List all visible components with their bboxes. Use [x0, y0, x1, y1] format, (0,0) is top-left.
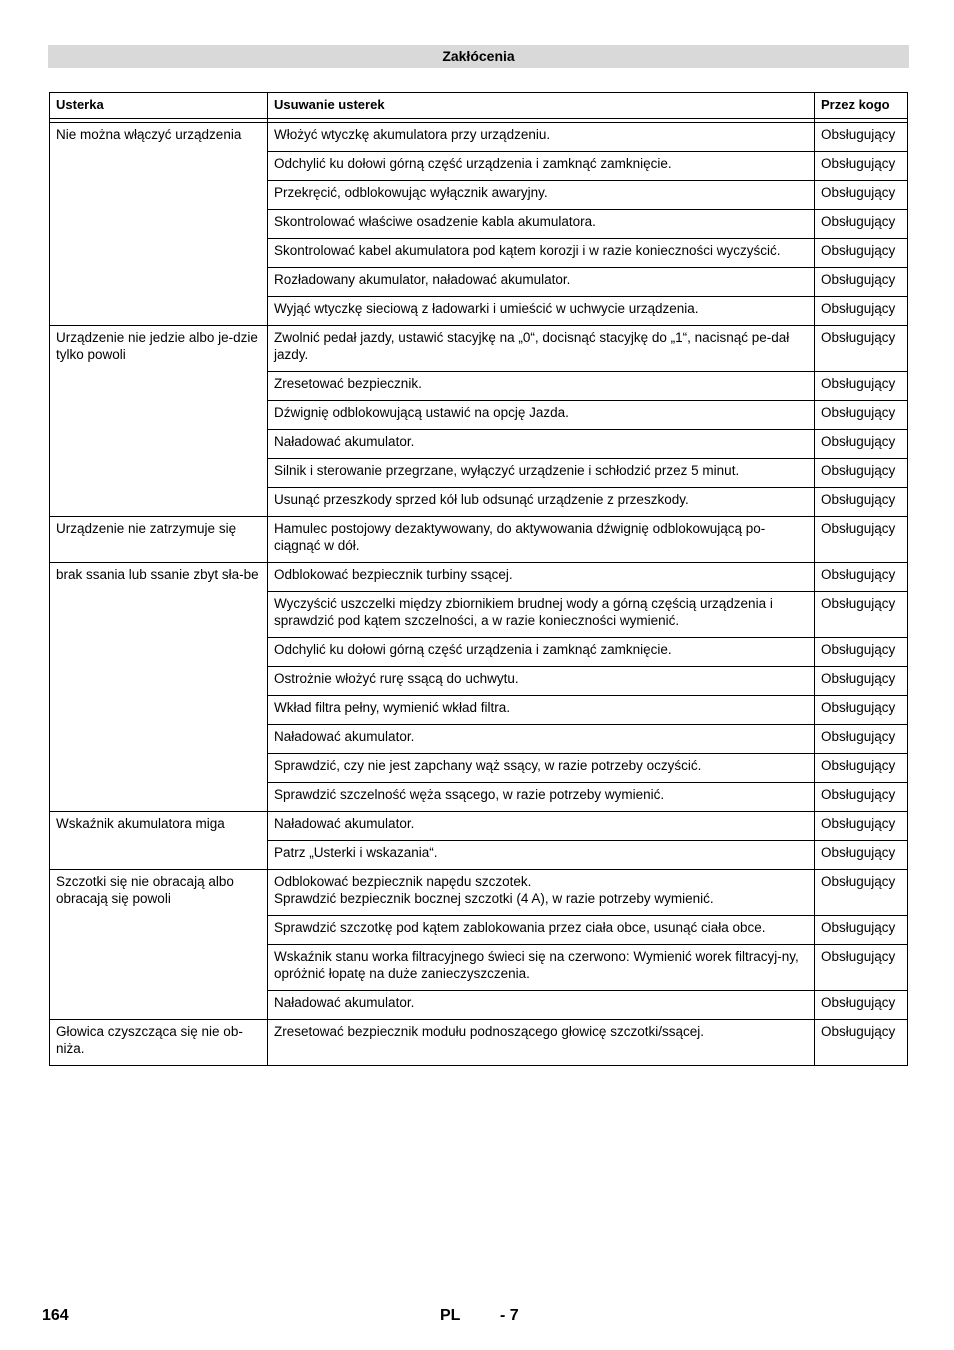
header-by: Przez kogo	[815, 93, 908, 119]
remedy-cell: Skontrolować właściwe osadzenie kabla akumulatora.	[268, 210, 815, 239]
remedy-cell: Naładować akumulator.	[268, 812, 815, 841]
table-row	[50, 123, 908, 152]
responsible-cell: Obsługujący	[815, 268, 908, 297]
remedy-cell: Wyczyścić uszczelki między zbiornikiem brudnej wody a górną częścią urządzenia i sprawdzić pod kątem szczelności, a w razie konieczności wymienić.	[268, 592, 815, 638]
remedy-cell: Skontrolować kabel akumulatora pod kątem korozji i w razie konieczności wyczyścić.	[268, 239, 815, 268]
responsible-cell: Obsługujący	[815, 870, 908, 916]
responsible-cell: Obsługujący	[815, 123, 908, 152]
responsible-cell: Obsługujący	[815, 754, 908, 783]
remedy-cell: Przekręcić, odblokowując wyłącznik awaryjny.	[268, 181, 815, 210]
responsible-cell: Obsługujący	[815, 945, 908, 991]
responsible-cell: Obsługujący	[815, 372, 908, 401]
responsible-cell: Obsługujący	[815, 592, 908, 638]
remedy-cell: Zresetować bezpiecznik.	[268, 372, 815, 401]
table-row	[50, 1020, 908, 1066]
fault-cell: Wskaźnik akumulatora miga	[50, 812, 268, 870]
responsible-cell: Obsługujący	[815, 401, 908, 430]
fault-cell: Urządzenie nie zatrzymuje się	[50, 517, 268, 563]
fault-cell: Nie można włączyć urządzenia	[50, 123, 268, 326]
table-row	[50, 517, 908, 563]
responsible-cell: Obsługujący	[815, 725, 908, 754]
responsible-cell: Obsługujący	[815, 563, 908, 592]
remedy-cell: Zresetować bezpiecznik modułu podnoszącego głowicę szczotki/ssącej.	[268, 1020, 815, 1066]
remedy-cell: Dźwignię odblokowującą ustawić na opcję Jazda.	[268, 401, 815, 430]
responsible-cell: Obsługujący	[815, 667, 908, 696]
remedy-cell: Odchylić ku dołowi górną część urządzenia i zamknąć zamknięcie.	[268, 152, 815, 181]
responsible-cell: Obsługujący	[815, 239, 908, 268]
header-fault: Usterka	[50, 93, 268, 119]
page-number: 164	[42, 1307, 69, 1324]
remedy-cell: Sprawdzić, czy nie jest zapchany wąż ssący, w razie potrzeby oczyścić.	[268, 754, 815, 783]
table-row	[50, 812, 908, 841]
fault-table	[49, 92, 908, 1066]
remedy-cell: Odblokować bezpiecznik napędu szczotek. Sprawdzić bezpiecznik bocznej szczotki (4 A), w razie potrzeby wymienić.	[268, 870, 815, 916]
section-title: Zakłócenia	[48, 45, 909, 68]
remedy-cell: Patrz „Usterki i wskazania“.	[268, 841, 815, 870]
fault-cell: Głowica czyszcząca się nie ob-niża.	[50, 1020, 268, 1066]
responsible-cell: Obsługujący	[815, 181, 908, 210]
table-header-row	[50, 93, 908, 119]
remedy-cell: Wskaźnik stanu worka filtracyjnego świeci się na czerwono: Wymienić worek filtracyj-ny, opróżnić łopatę na duże zanieczyszczenia.	[268, 945, 815, 991]
responsible-cell: Obsługujący	[815, 1020, 908, 1066]
remedy-cell: Sprawdzić szczelność węża ssącego, w razie potrzeby wymienić.	[268, 783, 815, 812]
remedy-cell: Hamulec postojowy dezaktywowany, do aktywowania dźwignię odblokowującą po-ciągnąć w dół.	[268, 517, 815, 563]
fault-cell: brak ssania lub ssanie zbyt sła-be	[50, 563, 268, 812]
remedy-cell: Sprawdzić szczotkę pod kątem zablokowania przez ciała obce, usunąć ciała obce.	[268, 916, 815, 945]
responsible-cell: Obsługujący	[815, 812, 908, 841]
remedy-cell: Naładować akumulator.	[268, 430, 815, 459]
remedy-cell: Silnik i sterowanie przegrzane, wyłączyć urządzenie i schłodzić przez 5 minut.	[268, 459, 815, 488]
responsible-cell: Obsługujący	[815, 326, 908, 372]
table-row	[50, 326, 908, 372]
responsible-cell: Obsługujący	[815, 916, 908, 945]
responsible-cell: Obsługujący	[815, 638, 908, 667]
section-page: - 7	[500, 1307, 519, 1324]
remedy-cell: Usunąć przeszkody sprzed kół lub odsunąć urządzenie z przeszkody.	[268, 488, 815, 517]
responsible-cell: Obsługujący	[815, 430, 908, 459]
table-row	[50, 563, 908, 592]
remedy-cell: Naładować akumulator.	[268, 725, 815, 754]
remedy-cell: Naładować akumulator.	[268, 991, 815, 1020]
responsible-cell: Obsługujący	[815, 991, 908, 1020]
remedy-cell: Odchylić ku dołowi górną część urządzenia i zamknąć zamknięcie.	[268, 638, 815, 667]
responsible-cell: Obsługujący	[815, 210, 908, 239]
responsible-cell: Obsługujący	[815, 696, 908, 725]
fault-table-body	[50, 119, 908, 1066]
remedy-cell: Włożyć wtyczkę akumulatora przy urządzeniu.	[268, 123, 815, 152]
remedy-cell: Ostrożnie włożyć rurę ssącą do uchwytu.	[268, 667, 815, 696]
remedy-cell: Zwolnić pedał jazdy, ustawić stacyjkę na „0“, docisnąć stacyjkę do „1“, nacisnąć pe-dał jazdy.	[268, 326, 815, 372]
responsible-cell: Obsługujący	[815, 517, 908, 563]
responsible-cell: Obsługujący	[815, 488, 908, 517]
remedy-cell: Rozładowany akumulator, naładować akumulator.	[268, 268, 815, 297]
fault-cell: Szczotki się nie obracają albo obracają się powoli	[50, 870, 268, 1020]
remedy-cell: Wkład filtra pełny, wymienić wkład filtra.	[268, 696, 815, 725]
responsible-cell: Obsługujący	[815, 783, 908, 812]
responsible-cell: Obsługujący	[815, 459, 908, 488]
responsible-cell: Obsługujący	[815, 152, 908, 181]
language-code: PL	[440, 1307, 461, 1324]
table-row	[50, 870, 908, 916]
remedy-cell: Wyjąć wtyczkę sieciową z ładowarki i umieścić w uchwycie urządzenia.	[268, 297, 815, 326]
remedy-cell: Odblokować bezpiecznik turbiny ssącej.	[268, 563, 815, 592]
responsible-cell: Obsługujący	[815, 841, 908, 870]
responsible-cell: Obsługujący	[815, 297, 908, 326]
header-remedy: Usuwanie usterek	[268, 93, 815, 119]
fault-cell: Urządzenie nie jedzie albo je-dzie tylko powoli	[50, 326, 268, 517]
